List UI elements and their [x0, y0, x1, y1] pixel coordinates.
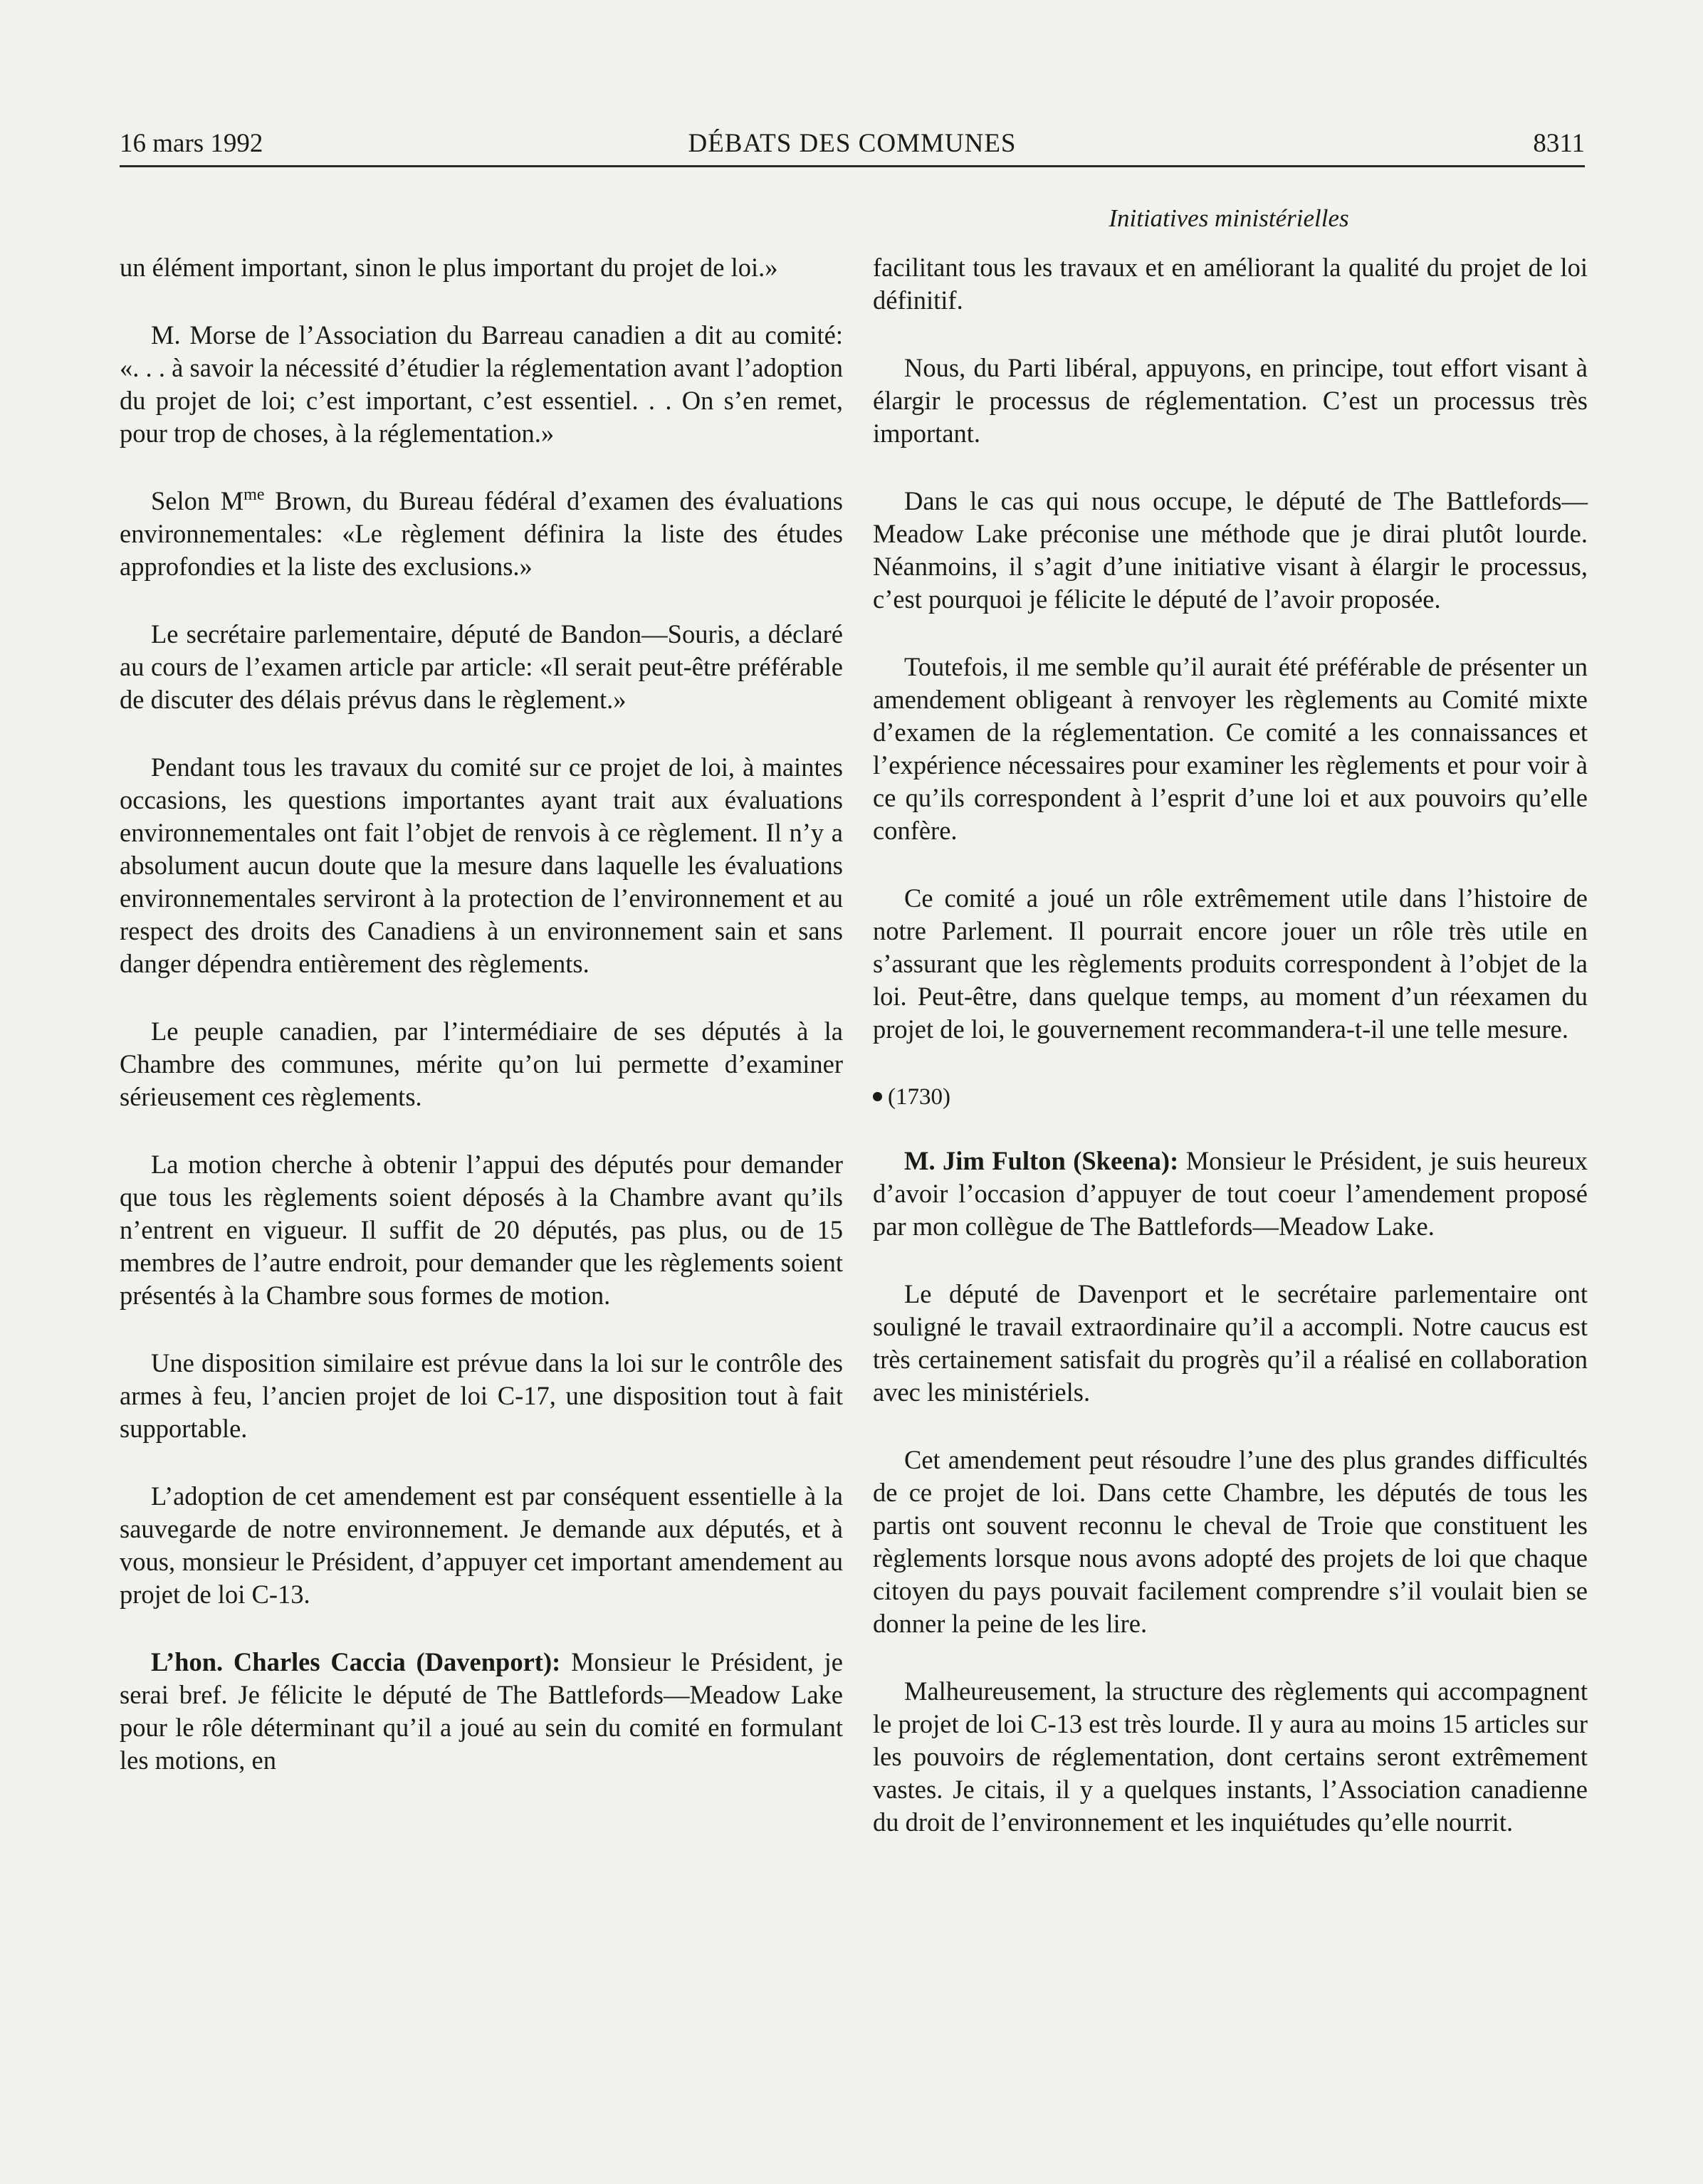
paragraph — [120, 485, 843, 583]
paragraph-text: Brown, du Bureau fédéral d’examen des évaluations environnementales: «Le règlement définira la liste des études approfondies et la liste des exclusions.» — [120, 486, 843, 581]
page-header — [120, 125, 1585, 167]
paragraph-text: Monsieur le Président, je suis heureux d’avoir l’occasion d’appuyer de tout coeur l’amendement proposé par mon collègue de The Battlefords—Meadow Lake. — [873, 1146, 1588, 1241]
paragraph: Malheureusement, la structure des règlements qui accompagnent le projet de loi C-13 est très lourde. Il y aura au moins 15 articles sur les pouvoirs de réglementation, dont certains seront extrêmement vastes. Je citais, il y a quelques instants, l’Association canadienne du droit de l’environnement et les inquiétudes qu’elle nourrit. — [873, 1676, 1588, 1837]
paragraph: Cet amendement peut résoudre l’une des plus grandes difficultés de ce projet de loi. Dans cette Chambre, les députés de tous les partis ont souvent reconnu le cheval de Troie que constituent les règlements lorsque nous avons adopté des projets de loi que chaque citoyen du pays pouvait facilement comprendre s’il voulait bien se donner la peine de les lire. — [873, 1445, 1588, 1638]
section-title: Initiatives ministérielles — [1109, 204, 1349, 232]
paragraph: Pendant tous les travaux du comité sur ce projet de loi, à maintes occasions, les questions importantes ayant trait aux évaluations environnementales ont fait l’objet de renvois à ce règlement. Il n’y a absolument aucun doute que la mesure dans laquelle les évaluations environnementales serviront à la protection de l’environnement et au respect des droits des Canadiens à un environnement sain et sans danger dépendra entièrement des règlements. — [120, 752, 843, 978]
superscript: me — [243, 485, 265, 504]
bullet-icon — [873, 1092, 882, 1101]
speaker-name: L’hon. Charles Caccia (Davenport): — [151, 1647, 561, 1676]
paragraph: Nous, du Parti libéral, appuyons, en principe, tout effort visant à élargir le processus de réglementation. C’est un processus très important. — [873, 353, 1588, 448]
paragraph: Ce comité a joué un rôle extrêmement utile dans l’histoire de notre Parlement. Il pourrait encore jouer un rôle très utile en s’assurant que les règlements produits correspondent à l’objet de la loi. Peut-être, dans quelque temps, au moment d’un réexamen du projet de loi, le gouvernement recommandera-t-il une telle mesure. — [873, 883, 1588, 1044]
paragraph: Le secrétaire parlementaire, député de Bandon—Souris, a déclaré au cours de l’examen article par article: «Il serait peut-être préférable de discuter des délais prévus dans le règlement.» — [120, 619, 843, 714]
paragraph: facilitant tous les travaux et en améliorant la qualité du projet de loi définitif. — [873, 253, 1588, 315]
paragraph: Le peuple canadien, par l’intermédiaire de ses députés à la Chambre des communes, mérite qu’on lui permette d’examiner sérieusement ces règlements. — [120, 1017, 843, 1111]
paragraph-text: Monsieur le Président, je serai bref. Je félicite le député de The Battlefords—Meadow Lake pour le rôle déterminant qu’il a joué au sein du comité en formulant les motions, en — [120, 1647, 843, 1775]
paragraph-text: Selon M — [151, 486, 244, 515]
speaker-name: M. Jim Fulton (Skeena): — [904, 1146, 1179, 1175]
paragraph: Dans le cas qui nous occupe, le député de The Battlefords—Meadow Lake préconise une méthode que je dirai plutôt lourde. Néanmoins, il s’agit d’une initiative visant à élargir le processus, c’est pourquoi je félicite le député de l’avoir proposée. — [873, 486, 1588, 614]
paragraph — [120, 1646, 843, 1777]
header-title: DÉBATS DES COMMUNES — [688, 129, 1017, 158]
paragraph: M. Morse de l’Association du Barreau canadien a dit au comité: «. . . à savoir la nécessité d’étudier la réglementation avant l’adoption du projet de loi; c’est important, c’est essentiel. . . On s’en remet, pour trop de choses, à la réglementation.» — [120, 320, 843, 448]
right-column — [873, 251, 1588, 1874]
header-date: 16 mars 1992 — [120, 129, 263, 158]
header-page-number: 8311 — [1533, 129, 1585, 158]
paragraph: L’adoption de cet amendement est par conséquent essentielle à la sauvegarde de notre environnement. Je demande aux députés, et à vous, monsieur le Président, d’appuyer cet important amendement au projet de loi C-13. — [120, 1481, 843, 1609]
paragraph: Toutefois, il me semble qu’il aurait été préférable de présenter un amendement obligeant à renvoyer les règlements au Comité mixte d’examen de la réglementation. Ce comité a les connaissances et l’expérience nécessaires pour examiner les règlements et pour voir à ce qu’ils correspondent à l’esprit d’une loi et aux pouvoirs qu’elle confère. — [873, 652, 1588, 845]
time-marker — [873, 1081, 1588, 1113]
paragraph: Le député de Davenport et le secrétaire parlementaire ont souligné le travail extraordinaire qu’il a accompli. Notre caucus est très certainement satisfait du progrès qu’il a réalisé en collaboration avec les ministériels. — [873, 1279, 1588, 1407]
paragraph: Une disposition similaire est prévue dans la loi sur le contrôle des armes à feu, l’ancien projet de loi C-17, une disposition tout à fait supportable. — [120, 1348, 843, 1443]
paragraph — [873, 1145, 1588, 1243]
left-column — [120, 251, 843, 1812]
paragraph: un élément important, sinon le plus important du projet de loi.» — [120, 253, 778, 282]
time-marker-text: (1730) — [888, 1084, 950, 1110]
paragraph: La motion cherche à obtenir l’appui des députés pour demander que tous les règlements soient déposés à la Chambre avant qu’ils n’entrent en vigueur. Il suffit de 20 députés, pas plus, ou de 15 membres de l’autre endroit, pour demander que les règlements soient présentés à la Chambre sous formes de motion. — [120, 1150, 843, 1310]
